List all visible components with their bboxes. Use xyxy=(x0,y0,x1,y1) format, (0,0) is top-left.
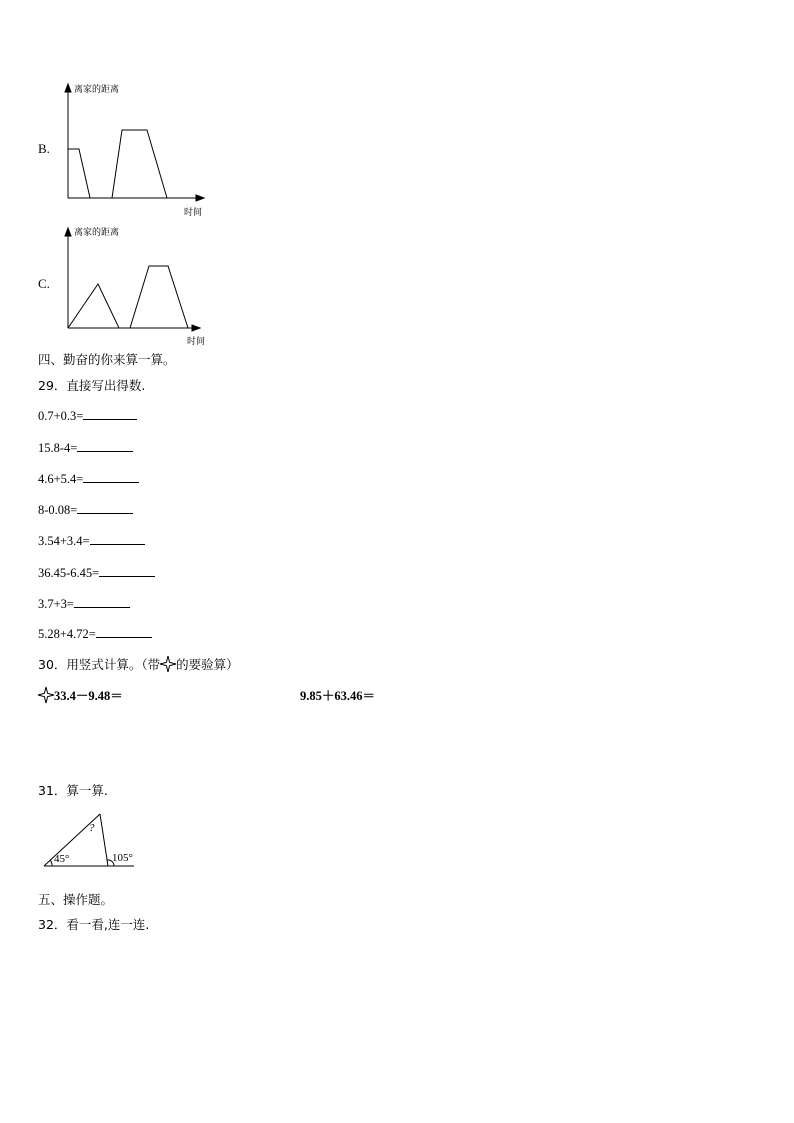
q29-title: 29．直接写出得数. xyxy=(38,378,146,393)
triangle-angle-45: 45° xyxy=(54,853,70,865)
triangle-angle-105: 105° xyxy=(112,852,133,864)
q29-expr: 3.54+3.4= xyxy=(38,534,90,548)
q30-expr-1-text: 33.4－9.48＝ xyxy=(54,689,123,703)
q29-expr: 36.45-6.45= xyxy=(38,566,100,580)
angle-arc-45 xyxy=(50,860,52,866)
q30-expr-2: 9.85＋63.46＝ xyxy=(300,689,376,703)
q29-expr: 3.7+3= xyxy=(38,597,74,611)
option-b-label: B. xyxy=(38,141,50,156)
q32-title: 32．看一看,连一连. xyxy=(38,917,150,932)
q29-expr: 5.28+4.72= xyxy=(38,627,96,641)
graph-b-y-axis-label: 离家的距离 xyxy=(74,85,120,95)
q29-expr: 8-0.08= xyxy=(38,503,78,517)
graph-b-x-axis-label: 时间 xyxy=(184,208,203,218)
q29-expr: 15.8-4= xyxy=(38,441,78,455)
graph-c-y-axis-label: 离家的距离 xyxy=(74,228,120,238)
triangle-unknown-angle: ? xyxy=(89,822,95,834)
graph-c-x-axis-label: 时间 xyxy=(187,337,206,347)
q30-title-post: 的要验算） xyxy=(176,657,239,672)
q30-title-pre: 30．用竖式计算。（带 xyxy=(38,657,161,672)
triangle-right-side xyxy=(100,814,108,866)
option-c-label: C. xyxy=(38,276,50,291)
section-4-heading: 四、勤奋的你来算一算。 xyxy=(38,352,176,367)
q29-expr: 4.6+5.4= xyxy=(38,472,84,486)
q29-expr: 0.7+0.3= xyxy=(38,409,84,423)
q31-title: 31．算一算. xyxy=(38,783,108,798)
section-5-heading: 五、操作题。 xyxy=(38,892,114,907)
